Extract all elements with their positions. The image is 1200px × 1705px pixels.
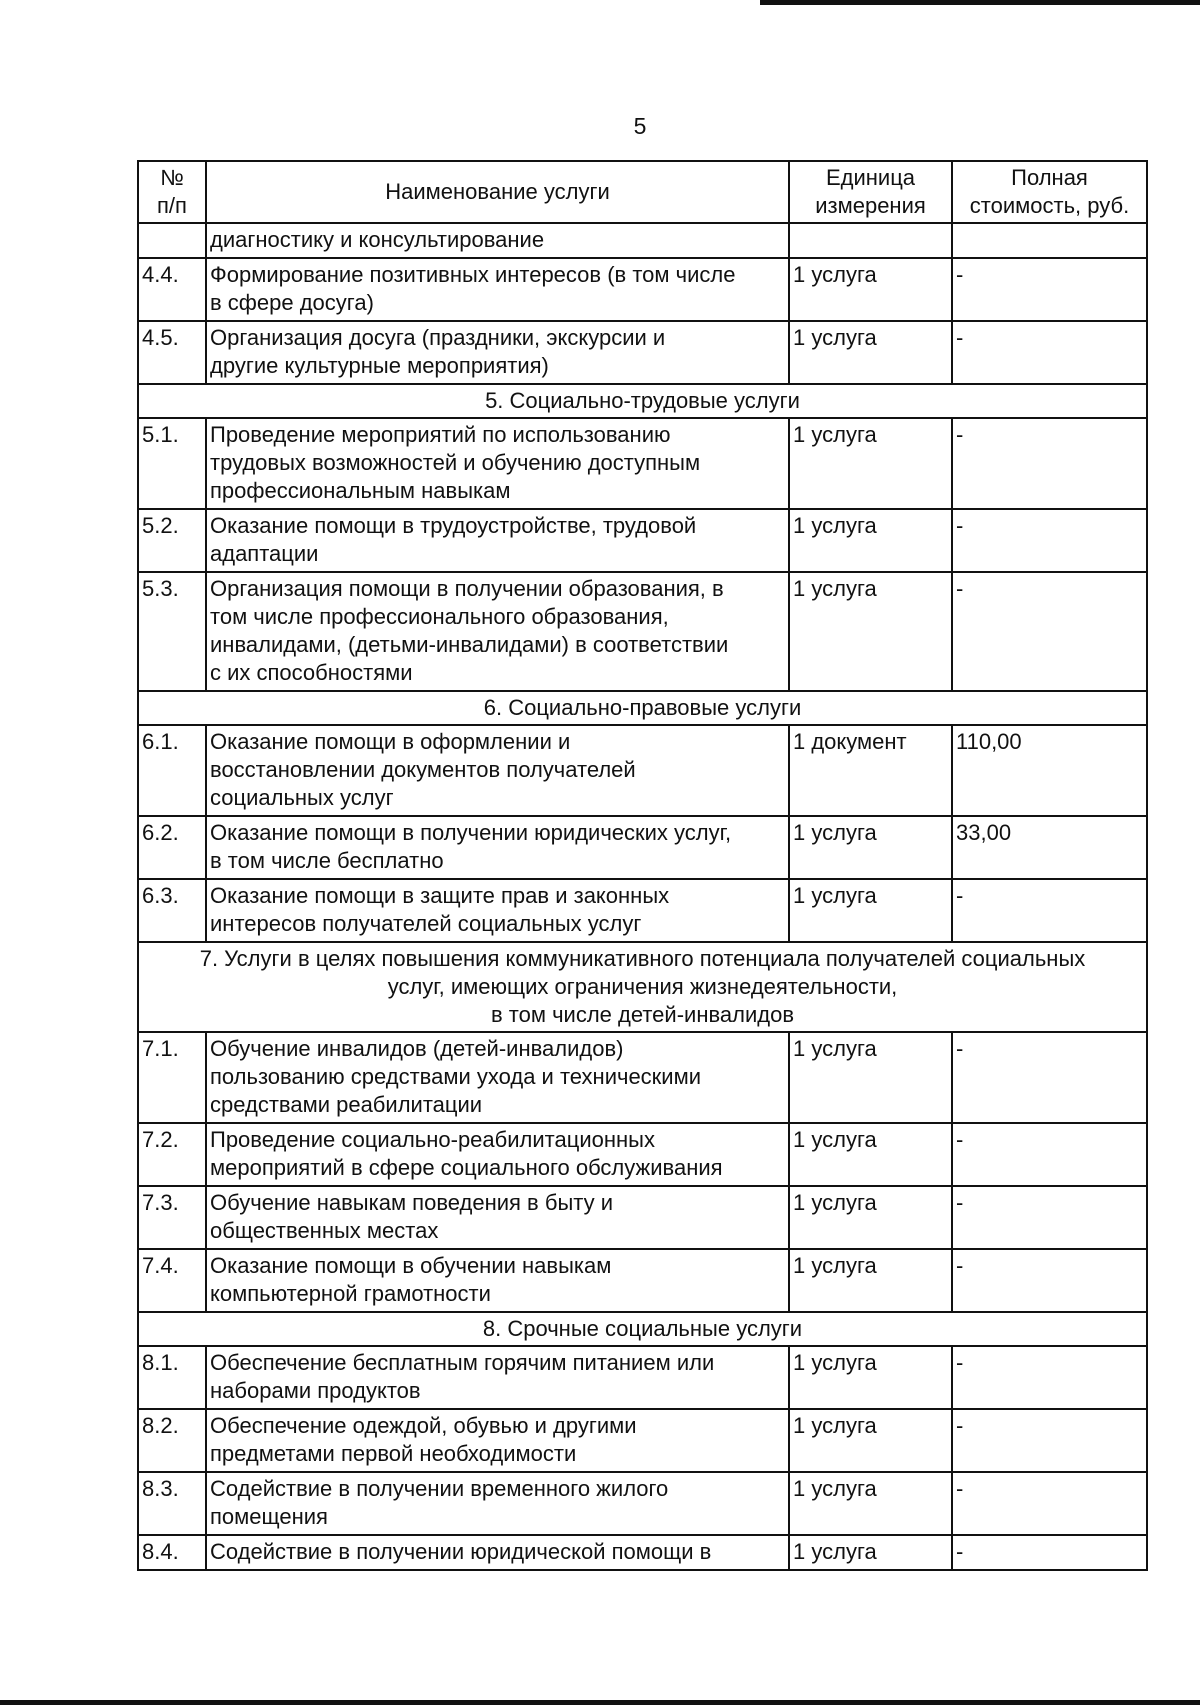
section-row (138, 1312, 1147, 1346)
section-title: 7. Услуги в целях повышения коммуникативного потенциала получателей социальных услуг, имеющих ограничения жизнедеятельности, в том числе детей-инвалидов (138, 942, 1147, 1032)
cell-cost (952, 223, 1147, 258)
cell-unit: 1 услуга (789, 816, 952, 879)
cell-num: 6.1. (138, 725, 206, 816)
table-row (138, 1123, 1147, 1186)
cell-unit: 1 услуга (789, 572, 952, 691)
cell-num: 5.1. (138, 418, 206, 509)
table-row (138, 1186, 1147, 1249)
cell-name: Оказание помощи в оформлении и восстановлении документов получателей социальных услуг (206, 725, 789, 816)
table-row (138, 1346, 1147, 1409)
table-row (138, 223, 1147, 258)
cell-unit: 1 услуга (789, 258, 952, 321)
cell-unit: 1 услуга (789, 321, 952, 384)
cell-num: 7.4. (138, 1249, 206, 1312)
section-row (138, 691, 1147, 725)
cell-unit: 1 услуга (789, 1186, 952, 1249)
cell-cost: - (952, 879, 1147, 942)
cell-num: 7.1. (138, 1032, 206, 1123)
services-table (137, 160, 1148, 1571)
table-row (138, 418, 1147, 509)
cell-cost: - (952, 1123, 1147, 1186)
cell-cost: - (952, 418, 1147, 509)
cell-num: 6.2. (138, 816, 206, 879)
cell-name: Оказание помощи в обучении навыкам компьютерной грамотности (206, 1249, 789, 1312)
table-row (138, 321, 1147, 384)
table-row (138, 1249, 1147, 1312)
table-body (138, 223, 1147, 1570)
cell-name: Обучение навыкам поведения в быту и общественных местах (206, 1186, 789, 1249)
cell-cost: - (952, 1472, 1147, 1535)
cell-cost: - (952, 1032, 1147, 1123)
table-row (138, 1535, 1147, 1570)
cell-cost: - (952, 509, 1147, 572)
cell-unit: 1 услуга (789, 1249, 952, 1312)
cell-unit: 1 услуга (789, 418, 952, 509)
table-header-row (138, 161, 1147, 223)
cell-cost: 33,00 (952, 816, 1147, 879)
cell-cost: 110,00 (952, 725, 1147, 816)
cell-num: 7.3. (138, 1186, 206, 1249)
section-title: 5. Социально-трудовые услуги (138, 384, 1147, 418)
cell-unit: 1 услуга (789, 879, 952, 942)
cell-cost: - (952, 572, 1147, 691)
table-row (138, 725, 1147, 816)
table-row (138, 1472, 1147, 1535)
scan-bottom-edge (0, 1700, 1200, 1705)
cell-unit: 1 услуга (789, 1472, 952, 1535)
cell-name: Проведение социально-реабилитационных мероприятий в сфере социального обслуживания (206, 1123, 789, 1186)
cell-name: Оказание помощи в получении юридических услуг, в том числе бесплатно (206, 816, 789, 879)
cell-unit: 1 услуга (789, 1409, 952, 1472)
cell-unit (789, 223, 952, 258)
cell-num: 5.3. (138, 572, 206, 691)
cell-num: 8.2. (138, 1409, 206, 1472)
cell-name: Оказание помощи в трудоустройстве, трудовой адаптации (206, 509, 789, 572)
header-name: Наименование услуги (206, 161, 789, 223)
cell-unit: 1 услуга (789, 1535, 952, 1570)
cell-name: Формирование позитивных интересов (в том числе в сфере досуга) (206, 258, 789, 321)
cell-num: 6.3. (138, 879, 206, 942)
header-unit: Единица измерения (789, 161, 952, 223)
cell-name: Организация досуга (праздники, экскурсии и другие культурные мероприятия) (206, 321, 789, 384)
cell-unit: 1 услуга (789, 1123, 952, 1186)
header-num: № п/п (138, 161, 206, 223)
cell-name: Обучение инвалидов (детей-инвалидов) пользованию средствами ухода и техническими средствами реабилитации (206, 1032, 789, 1123)
cell-name: Содействие в получении временного жилого помещения (206, 1472, 789, 1535)
table-row (138, 1032, 1147, 1123)
page-number: 5 (633, 113, 647, 139)
cell-cost: - (952, 1535, 1147, 1570)
cell-num: 5.2. (138, 509, 206, 572)
cell-num: 4.4. (138, 258, 206, 321)
cell-cost: - (952, 1186, 1147, 1249)
cell-name: Содействие в получении юридической помощи в (206, 1535, 789, 1570)
section-title: 6. Социально-правовые услуги (138, 691, 1147, 725)
table-row (138, 258, 1147, 321)
header-cost: Полная стоимость, руб. (952, 161, 1147, 223)
cell-name: Обеспечение одеждой, обувью и другими предметами первой необходимости (206, 1409, 789, 1472)
cell-cost: - (952, 1249, 1147, 1312)
scan-top-edge (760, 0, 1200, 5)
cell-num (138, 223, 206, 258)
section-title: 8. Срочные социальные услуги (138, 1312, 1147, 1346)
section-row (138, 384, 1147, 418)
cell-cost: - (952, 1346, 1147, 1409)
cell-num: 8.4. (138, 1535, 206, 1570)
cell-cost: - (952, 258, 1147, 321)
cell-num: 4.5. (138, 321, 206, 384)
cell-num: 7.2. (138, 1123, 206, 1186)
cell-unit: 1 услуга (789, 1346, 952, 1409)
table-row (138, 816, 1147, 879)
cell-unit: 1 услуга (789, 1032, 952, 1123)
table-row (138, 572, 1147, 691)
cell-num: 8.1. (138, 1346, 206, 1409)
cell-cost: - (952, 1409, 1147, 1472)
cell-name: Обеспечение бесплатным горячим питанием или наборами продуктов (206, 1346, 789, 1409)
cell-num: 8.3. (138, 1472, 206, 1535)
cell-unit: 1 документ (789, 725, 952, 816)
cell-unit: 1 услуга (789, 509, 952, 572)
cell-name: Проведение мероприятий по использованию трудовых возможностей и обучению доступным профессиональным навыкам (206, 418, 789, 509)
cell-name: Организация помощи в получении образования, в том числе профессионального образования, инвалидами, (детьми-инвалидами) в соответствии с их способностями (206, 572, 789, 691)
cell-name: диагностику и консультирование (206, 223, 789, 258)
cell-name: Оказание помощи в защите прав и законных интересов получателей социальных услуг (206, 879, 789, 942)
cell-cost: - (952, 321, 1147, 384)
table-row (138, 509, 1147, 572)
table-row (138, 879, 1147, 942)
section-row (138, 942, 1147, 1032)
table-row (138, 1409, 1147, 1472)
